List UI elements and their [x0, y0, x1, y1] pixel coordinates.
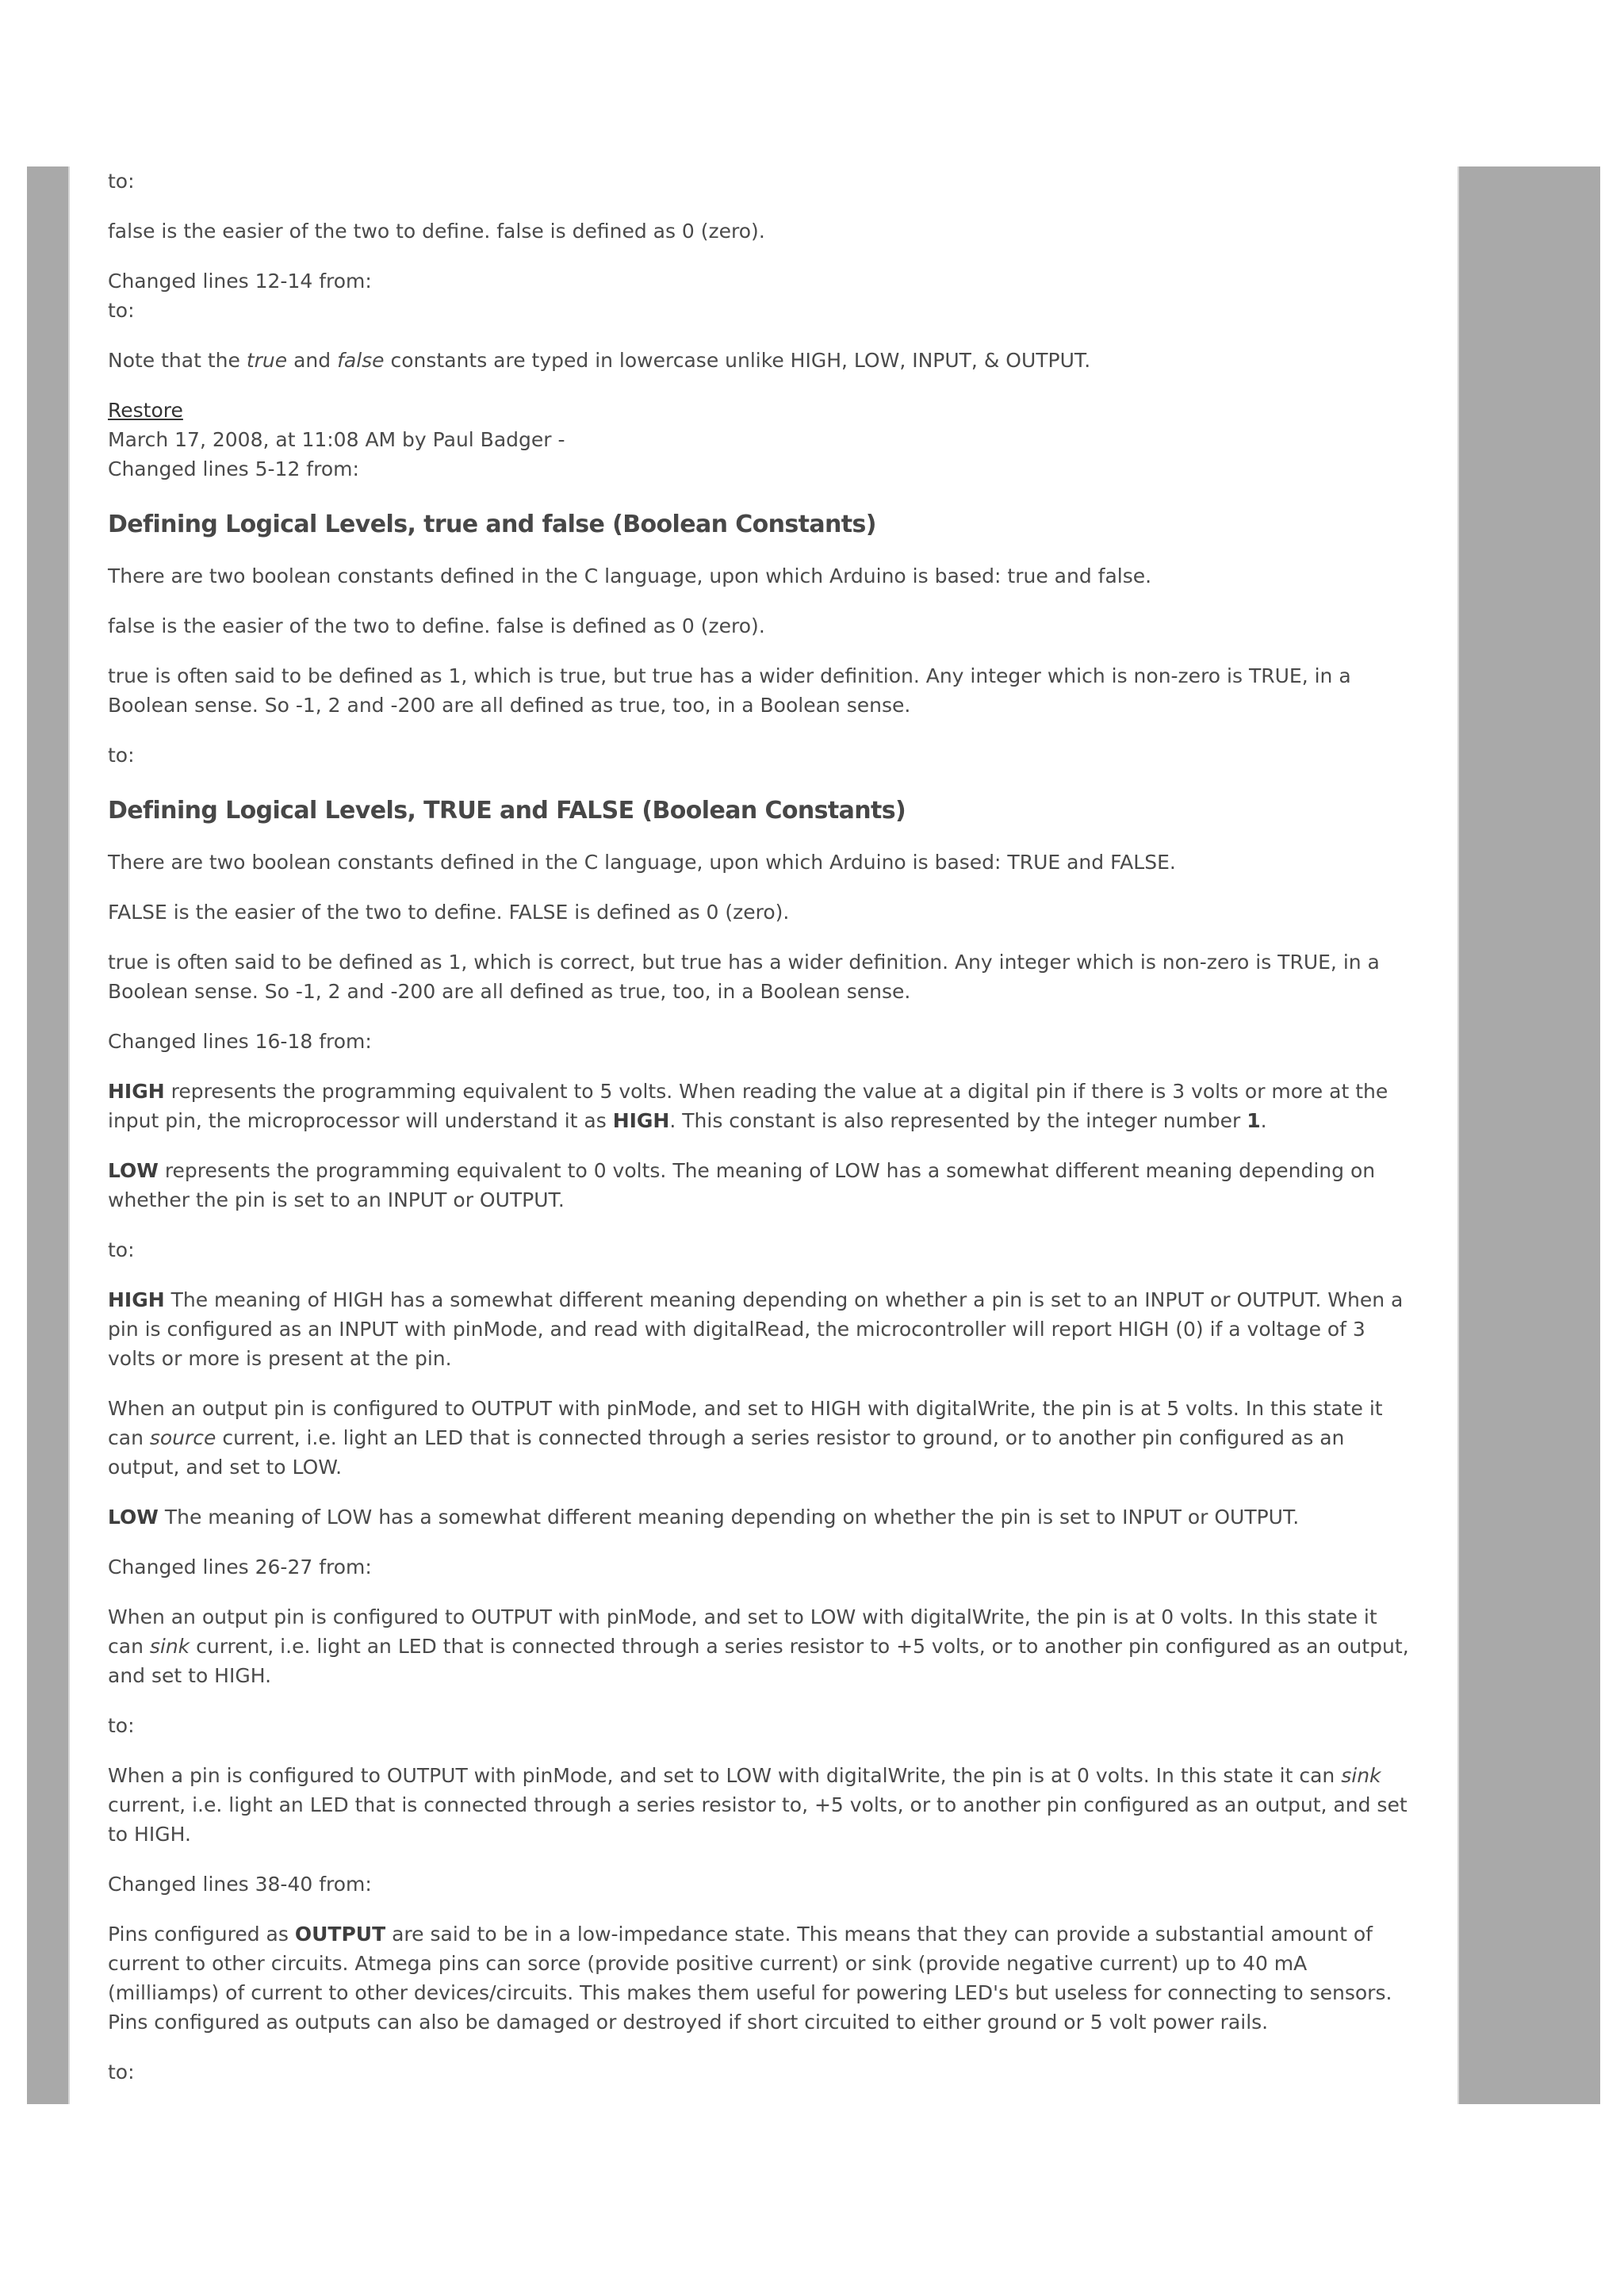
diff-to-label: to: [108, 170, 135, 193]
diff-to-label: to: [108, 2061, 135, 2084]
restore-link[interactable]: Restore [108, 399, 183, 422]
true-keyword: true [246, 349, 288, 372]
new-section-paragraph-2: FALSE is the easier of the two to define. FALSE is defined as 0 (zero). [108, 901, 790, 924]
diff-to-label: to: [108, 744, 135, 767]
diff-to-label: to: [108, 1714, 135, 1737]
new-section-heading: Defining Logical Levels, TRUE and FALSE (Boolean Constants) [108, 797, 906, 825]
old-section-heading: Defining Logical Levels, true and false (Boolean Constants) [108, 511, 876, 538]
paragraph-output-pins: Pins configured as OUTPUT are said to be in a low-impedance state. This means that they can provide a substantial amount of current to other circuits. Atmega pins can sorce (provide positive current) or sink (provide negative current) up to 40 mA (milliamps) of current to other devices/circuits. This makes them useful for powering LED's but useless for connecting to sensors. Pins configured as outputs can also be damaged or destroyed if short circuited to either ground or 5 volt power rails. [108, 1923, 1392, 2034]
sink-keyword: sink [149, 1635, 190, 1658]
changed-lines-38-40: Changed lines 38-40 from: [108, 1873, 372, 1896]
changed-lines-label: Changed lines 12-14 from: [108, 270, 372, 293]
paragraph-note-lowercase: Note that the true and false constants are typed in lowercase unlike HIGH, LOW, INPUT, & OUTPUT. [108, 349, 1091, 372]
diff-to-label: to: [108, 299, 135, 322]
sink-keyword: sink [1341, 1764, 1381, 1787]
revision-block [108, 396, 1416, 484]
old-section-paragraph-3: true is often said to be defined as 1, which is true, but true has a wider definition. Any integer which is non-zero is TRUE, in a Boolean sense. So -1, 2 and -200 are all defined as true, too, in a Boolean sense. [108, 664, 1351, 717]
paragraph-output-low-old: When an output pin is configured to OUTPUT with pinMode, and set to LOW with digitalWrite, the pin is at 0 volts. In this state it can sink current, i.e. light an LED that is connected through a series resistor to +5 volts, or to another pin configured as an output, and set to HIGH. [108, 1605, 1409, 1687]
paragraph-low-new: LOW The meaning of LOW has a somewhat different meaning depending on whether the pin is set to INPUT or OUTPUT. [108, 1506, 1300, 1529]
changed-lines-12-14 [108, 266, 1416, 325]
old-section-paragraph-2: false is the easier of the two to define. false is defined as 0 (zero). [108, 614, 765, 637]
paragraph-low-old: LOW represents the programming equivalent to 0 volts. The meaning of LOW has a somewhat different meaning depending on whether the pin is set to an INPUT or OUTPUT. [108, 1159, 1376, 1211]
old-section-paragraph-1: There are two boolean constants defined in the C language, upon which Arduino is based: true and false. [108, 564, 1152, 587]
paragraph-false-defined: false is the easier of the two to define. false is defined as 0 (zero). [108, 220, 765, 243]
new-section-paragraph-1: There are two boolean constants defined in the C language, upon which Arduino is based: TRUE and FALSE. [108, 851, 1176, 874]
changed-lines-16-18: Changed lines 16-18 from: [108, 1030, 372, 1053]
source-keyword: source [149, 1426, 216, 1449]
left-side-bar [27, 166, 70, 2104]
revision-meta: March 17, 2008, at 11:08 AM by Paul Badger - [108, 428, 565, 451]
paragraph-high-old: HIGH represents the programming equivalent to 5 volts. When reading the value at a digital pin if there is 3 volts or more at the input pin, the microprocessor will understand it as HIGH. This constant is also represented by the integer number 1. [108, 1080, 1388, 1132]
right-side-bar [1457, 166, 1600, 2104]
diff-to-label: to: [108, 1238, 135, 1261]
new-section-paragraph-3: true is often said to be defined as 1, which is correct, but true has a wider definition. Any integer which is non-zero is TRUE, in a Boolean sense. So -1, 2 and -200 are all defined as true, too, in a Boolean sense. [108, 951, 1380, 1003]
false-keyword: false [337, 349, 385, 372]
changed-lines-26-27: Changed lines 26-27 from: [108, 1556, 372, 1578]
changed-lines-5-12: Changed lines 5-12 from: [108, 457, 359, 480]
paragraph-output-high: When an output pin is configured to OUTPUT with pinMode, and set to HIGH with digitalWrite, the pin is at 5 volts. In this state it can source current, i.e. light an LED that is connected through a series resistor to ground, or to another pin configured as an output, and set to LOW. [108, 1397, 1383, 1479]
paragraph-high-new: HIGH The meaning of HIGH has a somewhat different meaning depending on whether a pin is set to an INPUT or OUTPUT. When a pin is configured as an INPUT with pinMode, and read with digitalRead, the microcontroller will report HIGH (0) if a voltage of 3 volts or more is present at the pin. [108, 1288, 1404, 1370]
paragraph-output-low-new: When a pin is configured to OUTPUT with pinMode, and set to LOW with digitalWrite, the pin is at 0 volts. In this state it can sink current, i.e. light an LED that is connected through a series resistor to, +5 volts, or to another pin configured as an output, and set to HIGH. [108, 1764, 1408, 1846]
page-content [108, 166, 1416, 2107]
